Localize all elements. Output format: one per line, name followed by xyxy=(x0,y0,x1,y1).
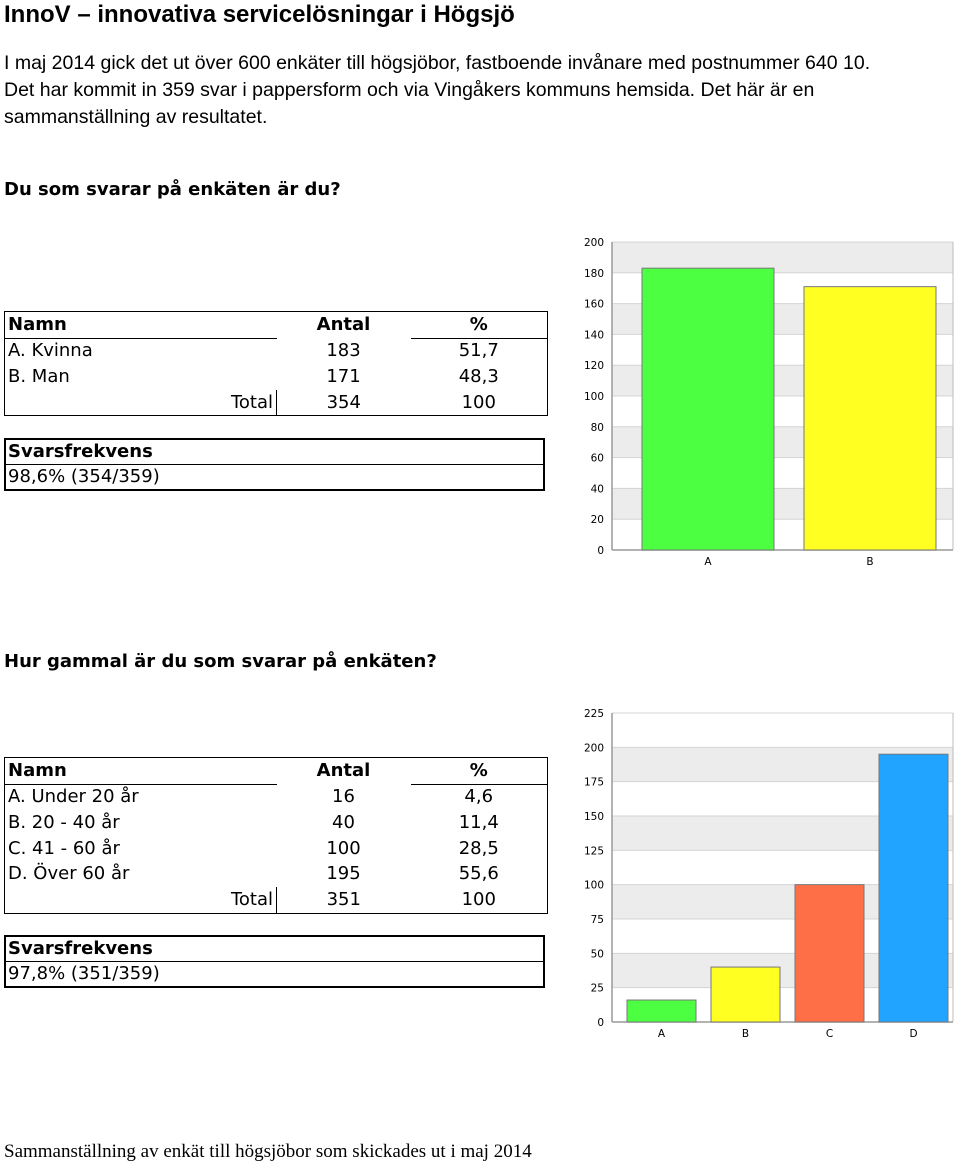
grid-band xyxy=(612,713,953,747)
y-tick-label: 100 xyxy=(583,391,604,403)
total-percent: 100 xyxy=(411,390,548,416)
intro-paragraph: I maj 2014 gick det ut över 600 enkäter till högsjöbor, fastboende invånare med postnummer 640 10. Det har kommit in 359 svar i pappersform och via Vingåkers kommuns hemsida. Det här är en sammanställning av resultatet. xyxy=(4,52,871,128)
row-label: A. Under 20 år xyxy=(5,784,277,810)
column-header-namn: Namn xyxy=(5,312,277,339)
bar-C xyxy=(795,885,864,1022)
response-rate-box xyxy=(4,438,545,491)
response-rate-label: Svarsfrekvens xyxy=(6,440,543,465)
table-header-row xyxy=(5,758,548,785)
document-title: InnoV – innovativa servicelösningar i Högsjö xyxy=(4,1,515,28)
y-tick-label: 225 xyxy=(583,708,604,720)
row-antal: 183 xyxy=(326,340,361,362)
row-label: B. Man xyxy=(5,364,277,390)
gender-bar-chart xyxy=(560,230,960,575)
y-tick-label: 40 xyxy=(590,483,604,496)
row-label: B. 20 - 40 år xyxy=(5,810,277,836)
table-row xyxy=(5,338,548,364)
row-percent: 11,4 xyxy=(411,810,548,836)
column-header-namn: Namn xyxy=(5,758,277,785)
age-bar-chart xyxy=(560,700,960,1045)
y-tick-label: 0 xyxy=(597,1017,604,1029)
y-tick-label: 160 xyxy=(583,298,604,311)
total-label: Total xyxy=(5,390,277,416)
response-rate-label: Svarsfrekvens xyxy=(6,937,543,962)
y-tick-label: 80 xyxy=(590,421,604,434)
row-percent: 48,3 xyxy=(411,364,548,390)
gender-table xyxy=(4,311,548,416)
y-tick-label: 175 xyxy=(583,776,604,789)
age-table xyxy=(4,757,548,914)
x-tick-label: A xyxy=(657,1028,666,1040)
column-header-percent: % xyxy=(411,312,548,339)
row-label: D. Över 60 år xyxy=(5,861,277,887)
y-tick-label: 200 xyxy=(583,237,604,249)
x-tick-label: A xyxy=(704,556,712,568)
bar-B xyxy=(711,967,780,1022)
y-tick-label: 150 xyxy=(583,811,604,823)
column-header-antal: Antal xyxy=(277,758,411,785)
y-tick-label: 50 xyxy=(590,948,604,961)
total-percent: 100 xyxy=(411,887,548,913)
table-total-row xyxy=(5,887,548,913)
row-percent: 51,7 xyxy=(411,338,548,364)
page-footer: Sammanställning av enkät till högsjöbor som skickades ut i maj 2014 xyxy=(4,1141,532,1162)
row-percent: 4,6 xyxy=(411,784,548,810)
question-heading-age: Hur gammal är du som svarar på enkäten? xyxy=(4,651,437,672)
bar-A xyxy=(627,1000,696,1022)
y-tick-label: 125 xyxy=(583,845,604,858)
row-label: A. Kvinna xyxy=(5,338,277,364)
x-tick-label: C xyxy=(825,1028,834,1040)
total-antal: 354 xyxy=(277,390,411,416)
y-tick-label: 180 xyxy=(583,267,604,280)
row-antal: 16 xyxy=(332,786,355,808)
x-tick-label: B xyxy=(741,1028,750,1040)
x-tick-label: D xyxy=(909,1028,918,1040)
x-tick-label: B xyxy=(866,556,874,568)
table-row xyxy=(5,810,548,836)
y-tick-label: 25 xyxy=(590,982,604,995)
row-antal: 195 xyxy=(326,863,361,885)
row-label: C. 41 - 60 år xyxy=(5,836,277,862)
column-header-percent: % xyxy=(411,758,548,785)
row-antal: 171 xyxy=(326,365,361,387)
y-tick-label: 200 xyxy=(583,742,604,755)
total-antal: 351 xyxy=(277,887,411,913)
y-tick-label: 120 xyxy=(583,360,604,373)
bar-A xyxy=(642,268,774,550)
y-tick-label: 100 xyxy=(583,879,604,892)
bar-D xyxy=(879,754,948,1022)
table-row xyxy=(5,861,548,887)
row-percent: 28,5 xyxy=(411,836,548,862)
y-tick-label: 60 xyxy=(590,452,604,465)
response-rate-box xyxy=(4,935,545,988)
table-total-row xyxy=(5,390,548,416)
column-header-antal: Antal xyxy=(277,312,411,339)
table-row xyxy=(5,784,548,810)
y-tick-label: 75 xyxy=(590,914,604,926)
y-tick-label: 140 xyxy=(583,329,604,342)
y-tick-label: 0 xyxy=(597,545,604,557)
table-row xyxy=(5,836,548,862)
total-label: Total xyxy=(5,887,277,913)
row-antal: 40 xyxy=(332,811,355,833)
response-rate-value: 97,8% (351/359) xyxy=(8,963,160,984)
table-row xyxy=(5,364,548,390)
y-tick-label: 20 xyxy=(590,514,604,527)
response-rate-value: 98,6% (354/359) xyxy=(8,466,160,487)
row-percent: 55,6 xyxy=(411,861,548,887)
question-heading-gender: Du som svarar på enkäten är du? xyxy=(4,179,341,200)
table-header-row xyxy=(5,312,548,339)
row-antal: 100 xyxy=(326,837,361,859)
bar-B xyxy=(804,287,936,550)
